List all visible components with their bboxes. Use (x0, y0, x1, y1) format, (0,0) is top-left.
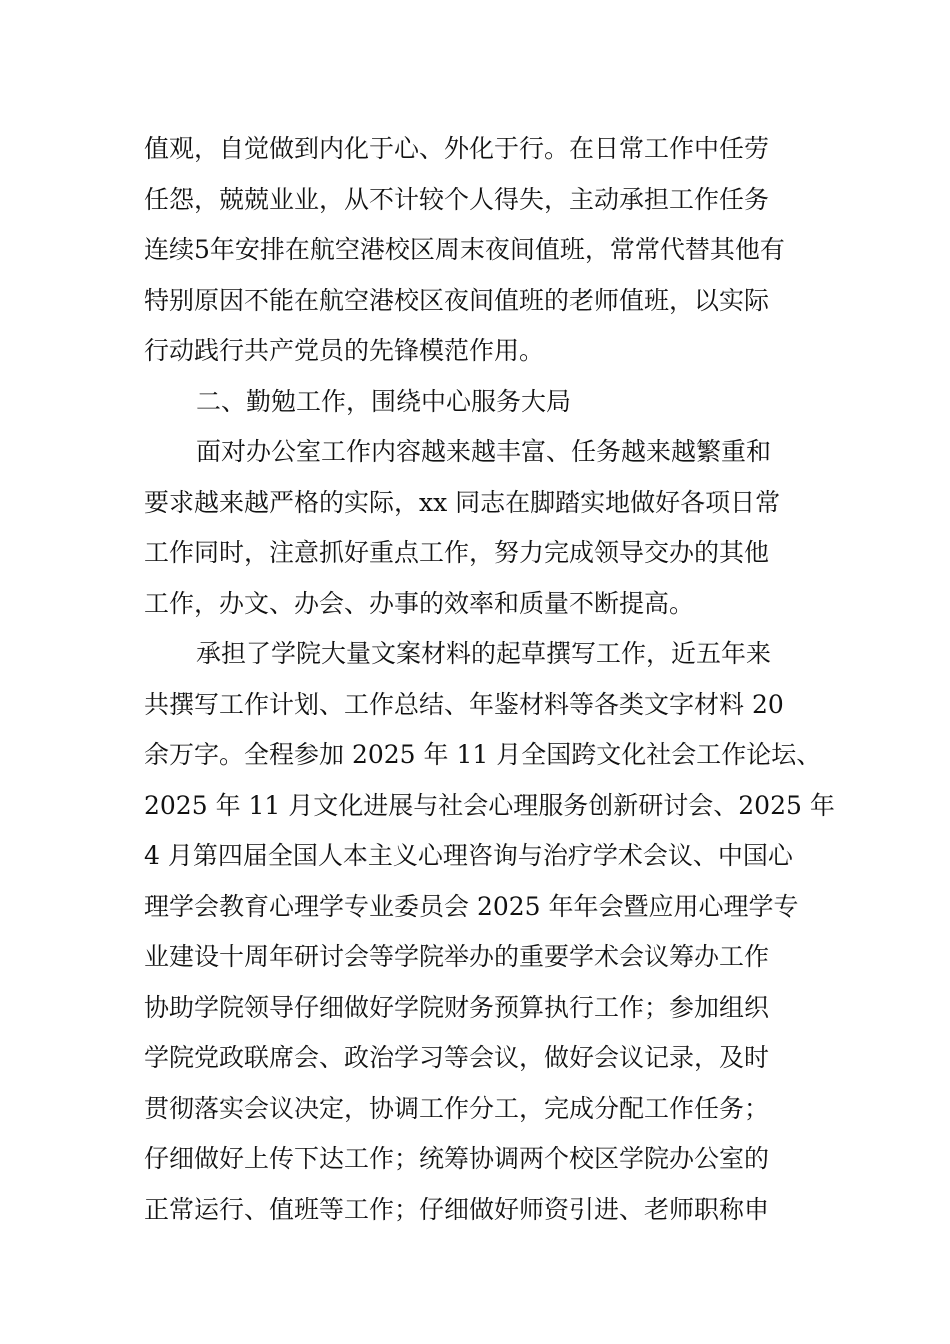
body-line: 要求越来越严格的实际，xx 同志在脚踏实地做好各项日常 (144, 487, 781, 517)
body-line: 业建设十周年研讨会等学院举办的重要学术会议筹办工作 (144, 942, 770, 971)
body-line: 余万字。全程参加 2025 年 11 月全国跨文化社会工作论坛、 (144, 740, 822, 769)
body-line: 工作，办文、办会、办事的效率和质量不断提高。 (144, 588, 695, 618)
body-line: 特别原因不能在航空港校区夜间值班的老师值班，以实际 (144, 285, 770, 315)
document-body (144, 124, 834, 1235)
body-line: 协助学院领导仔细做好学院财务预算执行工作；参加组织 (144, 992, 770, 1022)
body-line: 值观，自觉做到内化于心、外化于行。在日常工作中任劳 (144, 134, 770, 163)
body-line: 2025 年 11 月文化进展与社会心理服务创新研讨会、2025 年 (144, 790, 835, 820)
paragraph-first-line: 面对办公室工作内容越来越丰富、任务越来越繁重和 (196, 437, 772, 466)
body-line: 正常运行、值班等工作；仔细做好师资引进、老师职称申 (144, 1194, 770, 1224)
body-line: 贯彻落实会议决定，协调工作分工，完成分配工作任务； (144, 1093, 770, 1123)
section-heading: 二、勤勉工作，围绕中心服务大局 (196, 386, 572, 416)
body-line: 任怨，兢兢业业，从不计较个人得失，主动承担工作任务 (144, 184, 770, 214)
body-line: 共撰写工作计划、工作总结、年鉴材料等各类文字材料 20 (144, 689, 784, 719)
body-line: 4 月第四届全国人本主义心理咨询与治疗学术会议、中国心 (144, 841, 793, 870)
body-line: 理学会教育心理学专业委员会 2025 年年会暨应用心理学专 (144, 891, 799, 921)
body-line: 学院党政联席会、政治学习等会议，做好会议记录，及时 (144, 1043, 770, 1072)
body-line: 行动践行共产党员的先锋模范作用。 (144, 336, 545, 365)
body-line: 连续5年安排在航空港校区周末夜间值班，常常代替其他有 (144, 235, 785, 264)
body-line: 工作同时，注意抓好重点工作，努力完成领导交办的其他 (144, 538, 770, 567)
body-line: 仔细做好上传下达工作；统筹协调两个校区学院办公室的 (144, 1144, 770, 1173)
paragraph-first-line: 承担了学院大量文案材料的起草撰写工作，近五年来 (196, 639, 772, 668)
